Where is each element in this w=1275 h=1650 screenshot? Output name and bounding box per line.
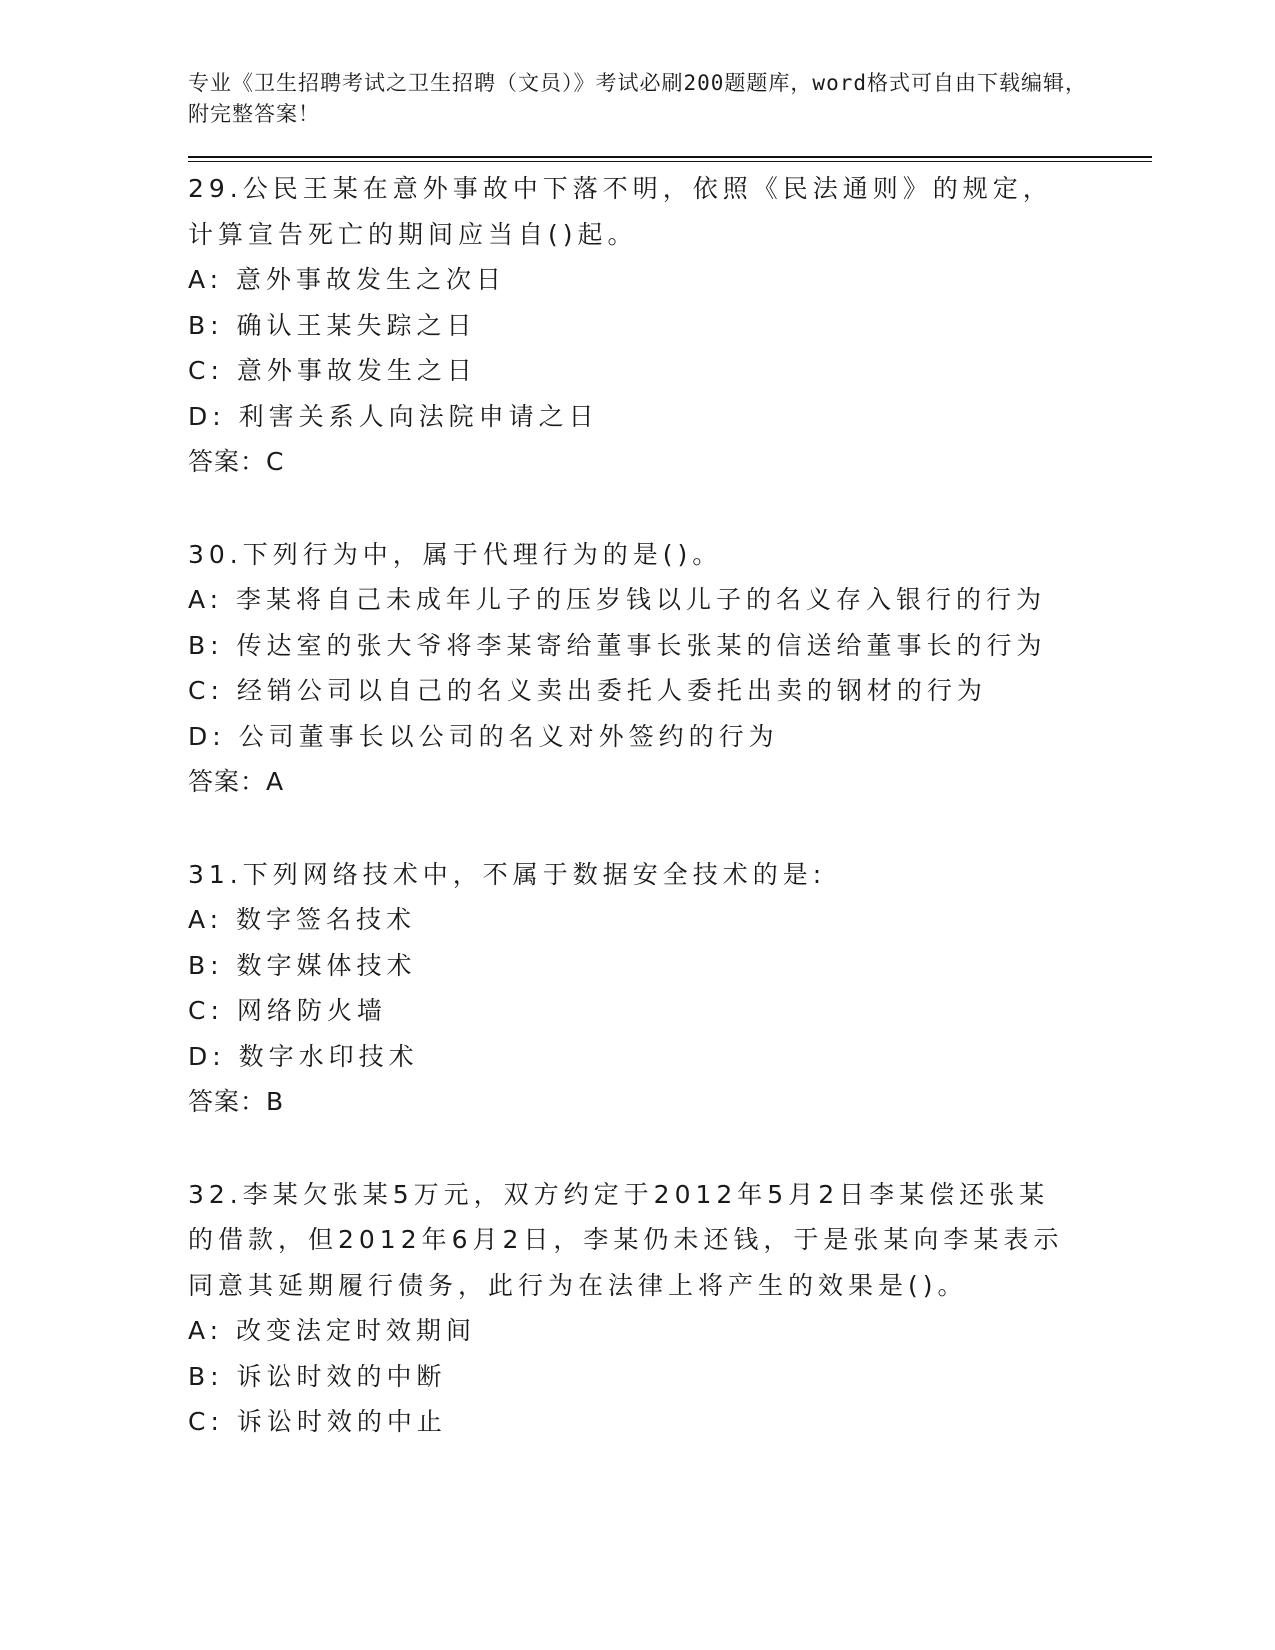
option-c: C: 网络防火墙 (188, 996, 387, 1025)
question-item (188, 166, 1148, 485)
option-b: B: 传达室的张大爷将李某寄给董事长张某的信送给董事长的行为 (188, 630, 1047, 660)
option-d: D: 利害关系人向法院申请之日 (188, 401, 599, 431)
option-c: C: 经销公司以自己的名义卖出委托人委托出卖的钢材的行为 (188, 676, 987, 705)
option-a: A: 李某将自己未成年儿子的压岁钱以儿子的名义存入银行的行为 (188, 585, 1047, 614)
option-b: B: 数字媒体技术 (188, 950, 417, 980)
option-b: B: 确认王某失踪之日 (188, 310, 477, 340)
document-page (188, 68, 1148, 1492)
option-a: A: 改变法定时效期间 (188, 1316, 477, 1345)
answer-line: 答案：C (188, 447, 285, 476)
question-stem: 29.公民王某在意外事故中下落不明，依照《民法通则》的规定，计算宣告死亡的期间应当自()起。 (188, 174, 1053, 249)
option-d: D: 数字水印技术 (188, 1041, 419, 1071)
answer-line: 答案：B (188, 1087, 285, 1116)
option-c: C: 诉讼时效的中止 (188, 1407, 447, 1436)
header-divider (188, 156, 1152, 162)
question-list (188, 166, 1148, 1445)
answer-line: 答案：A (188, 767, 285, 796)
option-b: B: 诉讼时效的中断 (188, 1361, 447, 1391)
question-item (188, 532, 1148, 805)
document-header: 专业《卫生招聘考试之卫生招聘（文员）》考试必刷200题题库，word格式可自由下载编辑，附完整答案！ (188, 71, 1087, 126)
option-c: C: 意外事故发生之日 (188, 356, 477, 385)
question-stem: 32.李某欠张某5万元，双方约定于2012年5月2日李某偿还张某的借款，但2012年6月2日，李某仍未还钱，于是张某向李某表示同意其延期履行债务，此行为在法律上将产生的效果是()。 (188, 1179, 1064, 1300)
question-stem: 30.下列行为中，属于代理行为的是()。 (188, 539, 723, 569)
question-item (188, 1172, 1148, 1445)
option-d: D: 公司董事长以公司的名义对外签约的行为 (188, 721, 779, 751)
option-a: A: 意外事故发生之次日 (188, 265, 507, 294)
question-stem: 31.下列网络技术中，不属于数据安全技术的是: (188, 859, 827, 889)
option-a: A: 数字签名技术 (188, 905, 417, 934)
question-item (188, 852, 1148, 1125)
